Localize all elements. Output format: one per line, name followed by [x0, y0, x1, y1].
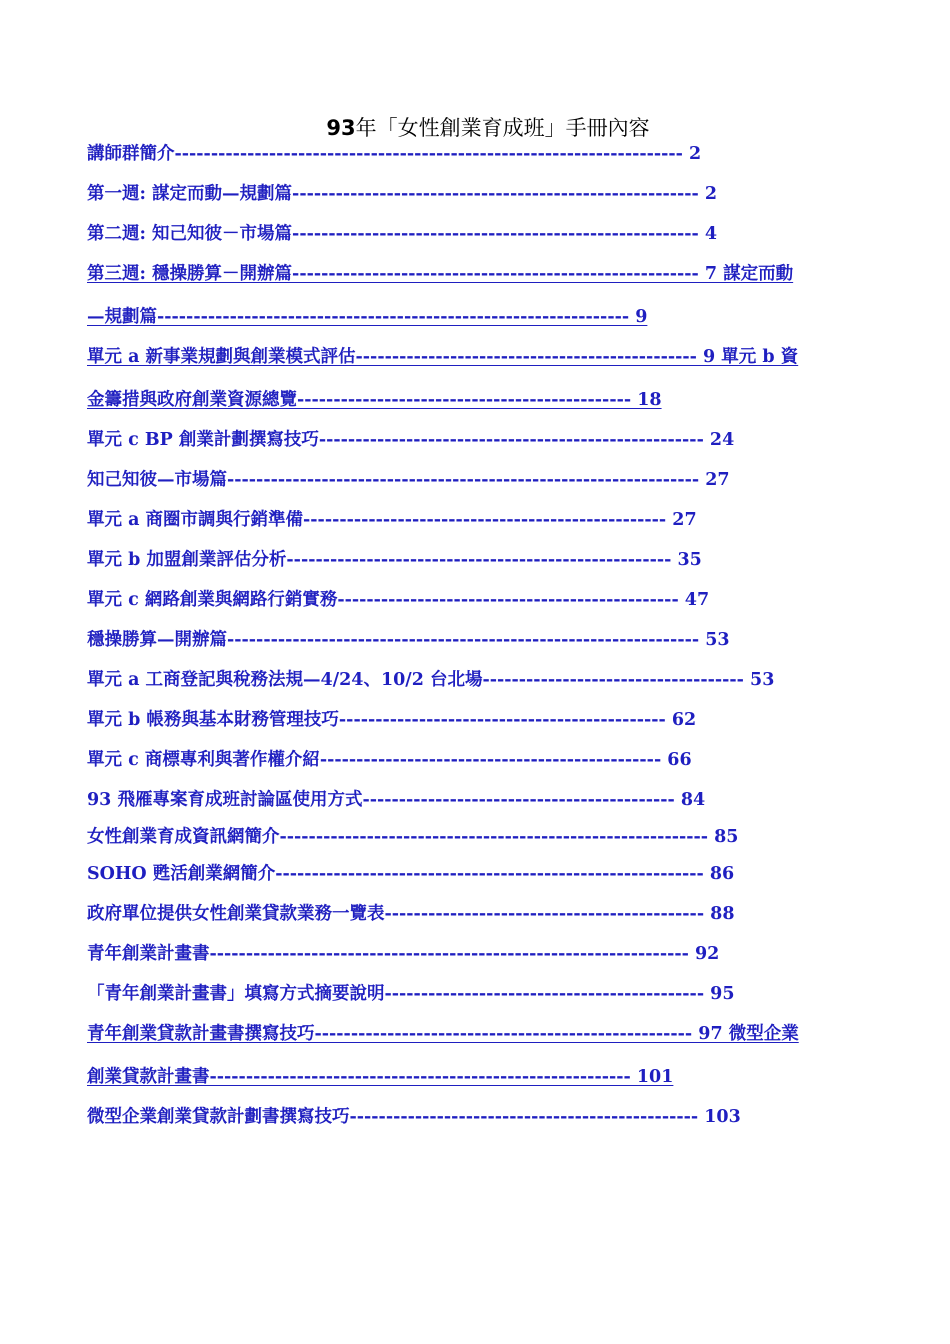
toc-entry-week1[interactable]: 第一週: 謀定而動—規劃篇-------------------------------------------------------- 2: [87, 184, 718, 204]
toc-entry-lecturers[interactable]: 講師群簡介---------------------------------------------------------------------- 2: [87, 144, 702, 164]
toc-entry-unit-b-funding[interactable]: 金籌措與政府創業資源總覽---------------------------------------------- 18: [87, 390, 662, 410]
toc-entry-loan-table[interactable]: 政府單位提供女性創業貸款業務一覽表-------------------------------------------- 88: [87, 904, 735, 924]
toc-entry-unit-a-business-planning[interactable]: 單元 a 新事業規劃與創業模式評估----------------------------------------------- 9 單元 b 資: [87, 347, 799, 367]
toc-entry-micro-loan-plan[interactable]: 創業貸款計畫書---------------------------------------------------------- 101: [87, 1067, 674, 1087]
toc-entry-unit-c-trademark[interactable]: 單元 c 商標專利與著作權介紹----------------------------------------------- 66: [87, 750, 692, 770]
toc-entry-unit-b-franchise[interactable]: 單元 b 加盟創業評估分析----------------------------------------------------- 35: [87, 550, 702, 570]
toc-entry-soho-network[interactable]: SOHO 甦活創業網簡介----------------------------------------------------------- 86: [87, 864, 735, 884]
toc-entry-micro-loan-writing[interactable]: 微型企業創業貸款計劃書撰寫技巧------------------------------------------------ 103: [87, 1107, 741, 1127]
toc-entry-unit-a-market-survey[interactable]: 單元 a 商圈市調與行銷準備-------------------------------------------------- 27: [87, 510, 697, 530]
toc-entry-unit-c-online[interactable]: 單元 c 網路創業與網路行銷實務----------------------------------------------- 47: [87, 590, 710, 610]
title-text: 年「女性創業育成班」手冊內容: [355, 116, 650, 140]
toc-entry-week2[interactable]: 第二週: 知己知彼－市場篇-------------------------------------------------------- 4: [87, 224, 718, 244]
toc-entry-forum-usage[interactable]: 93 飛雁專案育成班討論區使用方式------------------------------------------- 84: [87, 790, 706, 810]
toc-entry-week3[interactable]: 第三週: 穩操勝算－開辦篇-------------------------------------------------------- 7 謀定而動: [87, 264, 794, 284]
document-title: [0, 112, 950, 142]
toc-entry-startup-section[interactable]: 穩操勝算—開辦篇----------------------------------------------------------------- 53: [87, 630, 730, 650]
toc-entry-planning-section[interactable]: —規劃篇----------------------------------------------------------------- 9: [87, 307, 648, 327]
toc-entry-youth-plan-guide[interactable]: 「青年創業計畫書」填寫方式摘要說明-------------------------------------------- 95: [87, 984, 735, 1004]
toc-entry-youth-plan[interactable]: 青年創業計畫書------------------------------------------------------------------ 92: [87, 944, 720, 964]
toc-entry-unit-c-bp[interactable]: 單元 c BP 創業計劃撰寫技巧----------------------------------------------------- 24: [87, 430, 735, 450]
title-number: 93: [326, 116, 356, 140]
toc-entry-market-section[interactable]: 知己知彼—市場篇----------------------------------------------------------------- 27: [87, 470, 730, 490]
toc-entry-info-network[interactable]: 女性創業育成資訊網簡介----------------------------------------------------------- 85: [87, 827, 739, 847]
toc-entry-youth-loan-writing[interactable]: 青年創業貸款計畫書撰寫技巧---------------------------------------------------- 97 微型企業: [87, 1024, 799, 1044]
toc-entry-unit-b-accounting[interactable]: 單元 b 帳務與基本財務管理技巧--------------------------------------------- 62: [87, 710, 697, 730]
toc-entry-unit-a-registration[interactable]: 單元 a 工商登記與稅務法規—4/24、10/2 台北場------------------------------------ 53: [87, 670, 775, 690]
